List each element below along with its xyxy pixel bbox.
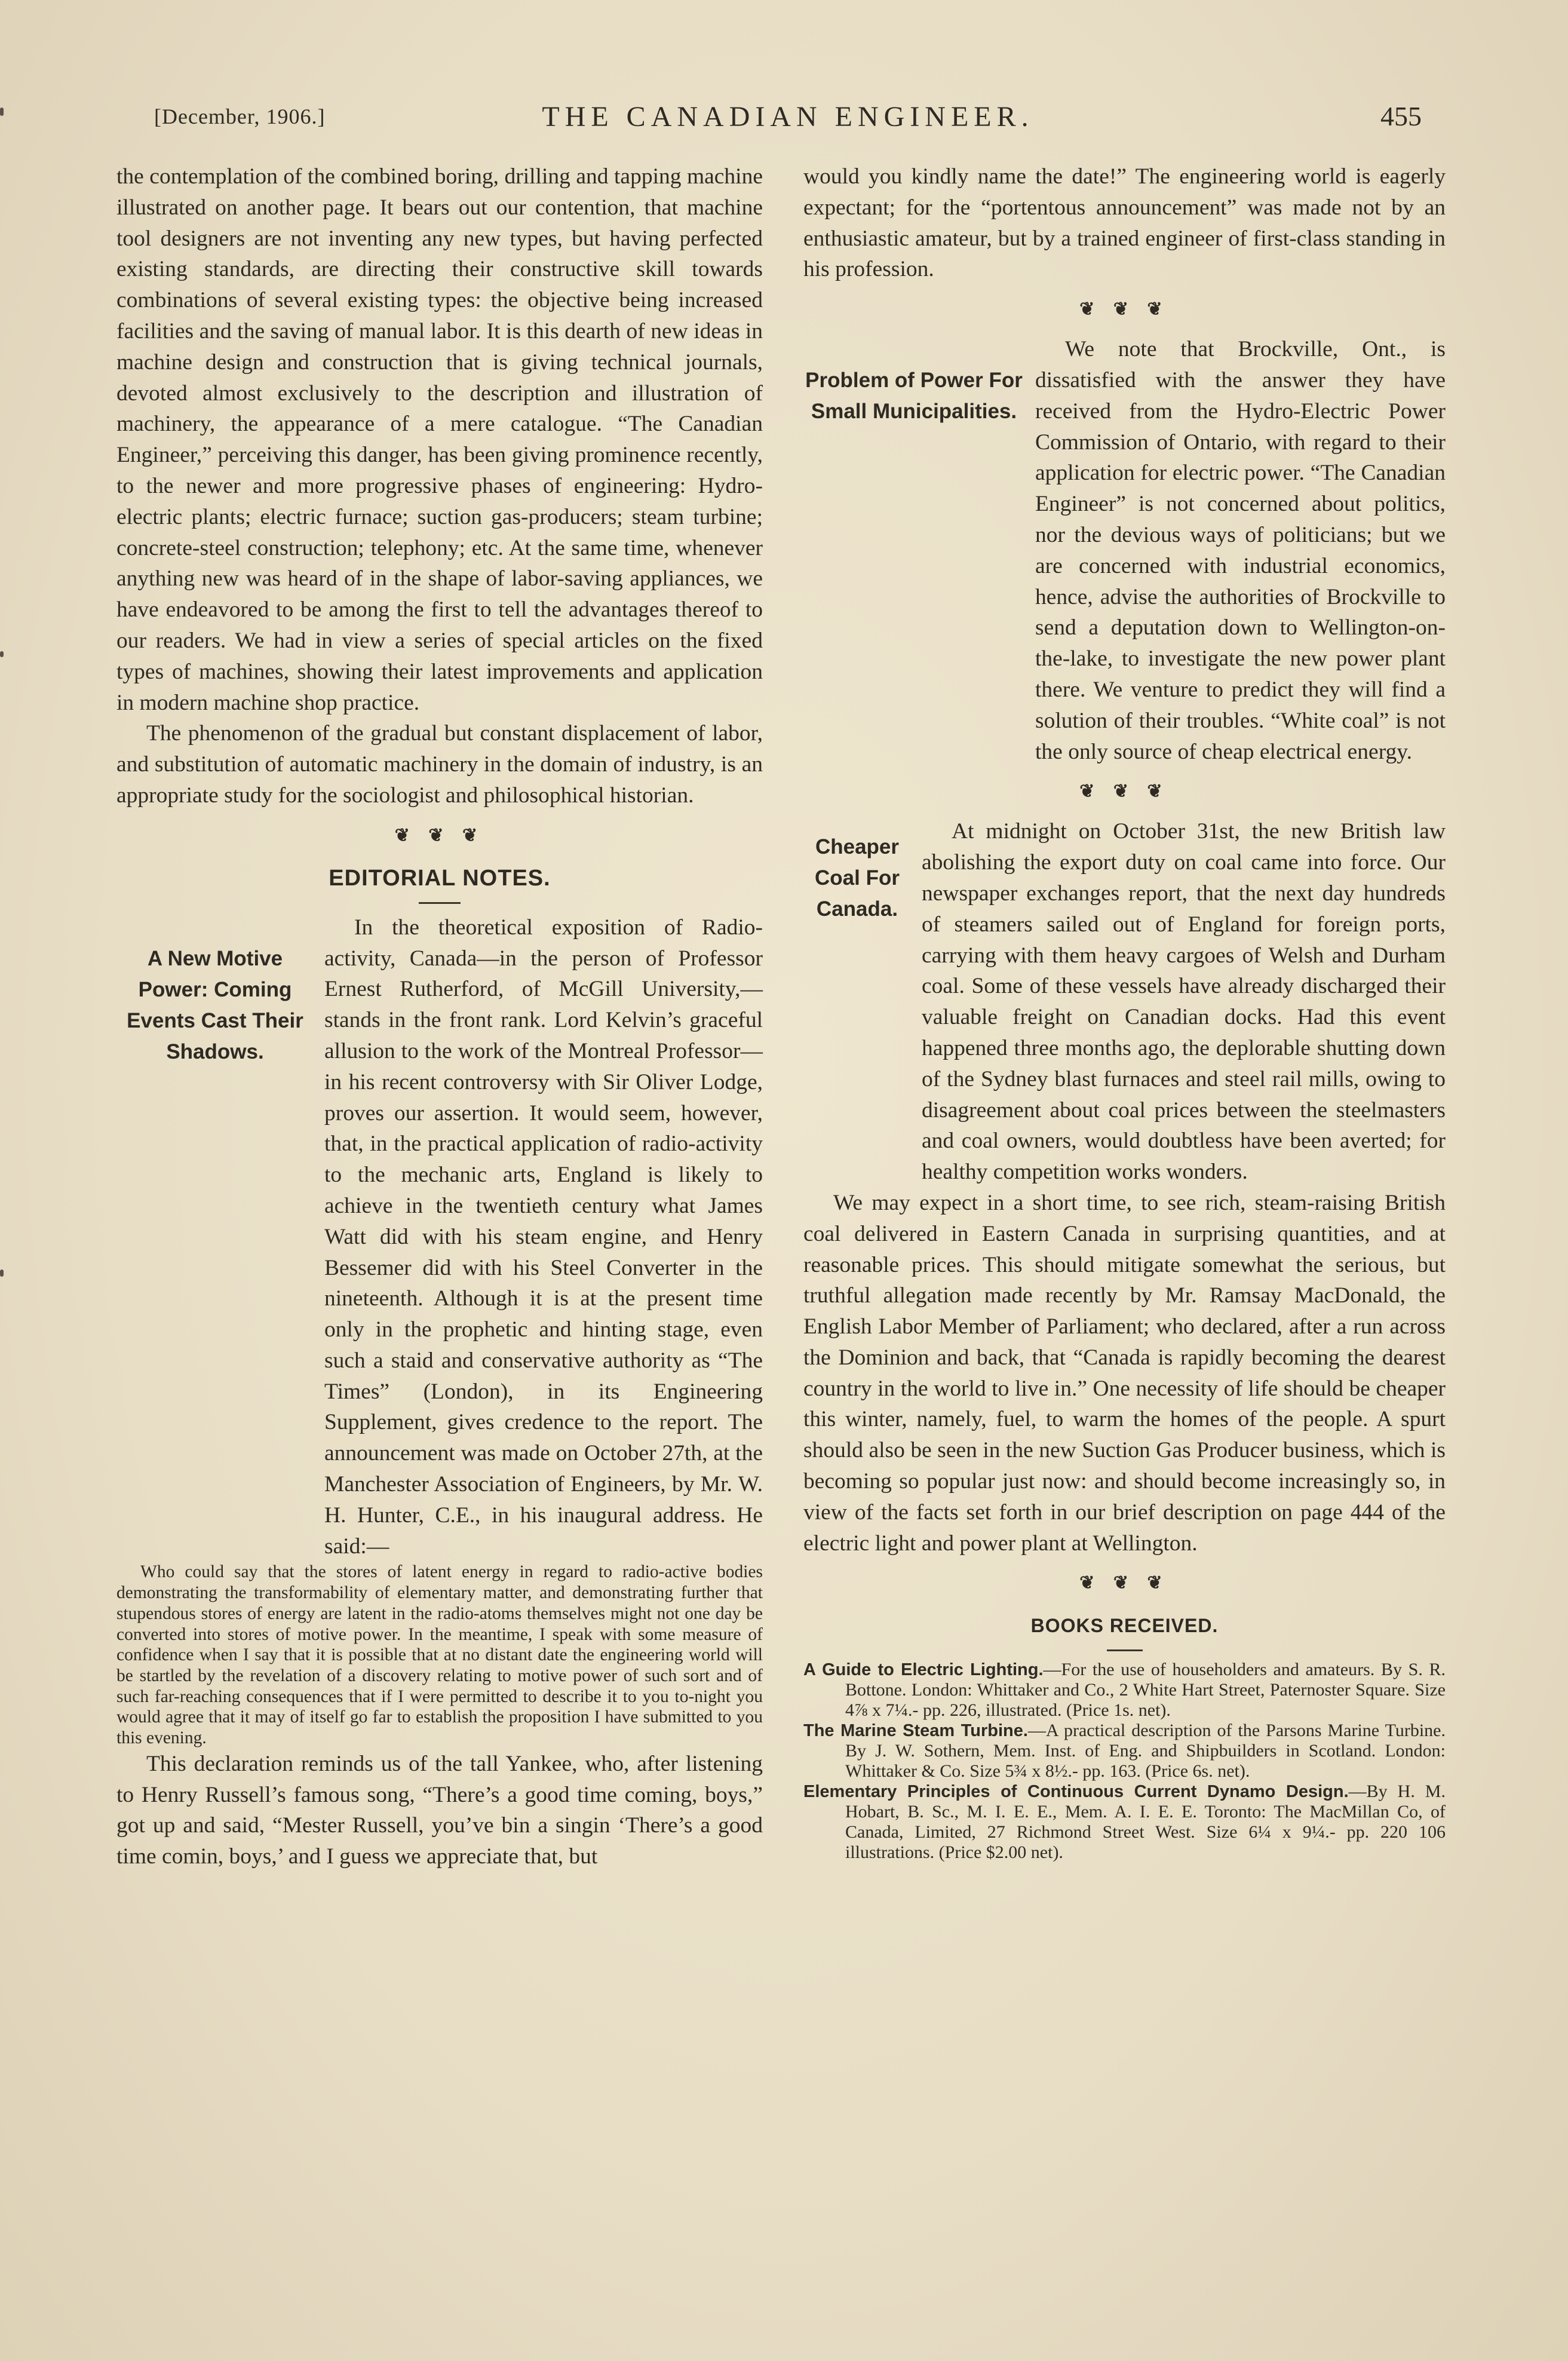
side-heading: Problem of Power For Small Municipalities.: [805, 369, 1023, 424]
cheaper-coal-article: [803, 816, 1446, 1188]
book-entry: [803, 1721, 1446, 1782]
section-separator: ❦ ❦ ❦: [394, 825, 485, 845]
book-details: —A practical description of the Parsons Marine Turbine. By J. W. Sothern, Mem. Inst. of Eng. and Shipbuilders in Scotland. London: Whittaker & Co. Size 5¾ x 8½.- pp. 163. (Price 6s. net).: [845, 1721, 1446, 1782]
book-details: —By H. M. Hobart, B. Sc., M. I. E. E., Mem. A. I. E. E. Toronto: The MacMillan Co, of Canada, Limited, 27 Richmond Street West. Size 6¼ x 9¼.- pp. 220 106 illustrations. (Price $2.00 net).: [845, 1782, 1446, 1863]
power-problem-article: [803, 334, 1446, 767]
article-paragraph: At midnight on October 31st, the new British law abolishing the export duty on coal came into force. Our newspaper exchanges report, that the next day hundreds of steamers sailed out of England for foreign ports, carrying with them heavy cargoes of Welsh and Durham coal. Some of these vessels have already discharged their valuable freight on Canadian docks. Had this event happened three months ago, the deplorable shutting down of the Sydney blast furnaces and steel rail mills, owing to disagreement about coal prices between the steelmasters and coal owners, would doubtless have been averted; for healthy competition works wonders.: [922, 819, 1446, 1185]
page-edge-mark: [0, 651, 4, 657]
article-paragraph: We note that Brockville, Ont., is dissatisfied with the answer they have received from the Hydro-Electric Power Commission of Ontario, with regard to their application for electric power. “The Canadian Engineer” is not concerned about politics, nor the devious ways of politicians; but we are concerned with industrial economics, hence, advise the authorities of Brockville to send a deputation down to Wellington-on-the-lake, to investigate the new power plant there. We venture to predict they will find a solution of their troubles. “White coal” is not the only source of cheap electrical energy.: [1035, 337, 1446, 764]
right-column: [803, 161, 1446, 1863]
running-head: [154, 96, 1422, 143]
intro-paragraph: The phenomenon of the gradual but constant displacement of labor, and substitution of automatic machinery in the domain of industry, is an appropriate study for the sociologist and philosophical historian.: [116, 721, 763, 808]
book-entry: [803, 1660, 1446, 1721]
article-body: [324, 912, 763, 1562]
left-column: [116, 161, 763, 1872]
intro-paragraph: the contemplation of the combined boring, drilling and tapping machine illustrated on another page. It bears out our contention, that machine tool designers are not inventing any new types, but having perfected existing standards, are directing their constructive skill towards combinations of several existing types: the objective being increased facilities and the saving of manual labor. It is this dearth of new ideas in machine design and construction that is giving technical journals, devoted almost exclusively to the description and illustration of machinery, the appearance of a mere catalogue. “The Canadian Engineer,” perceiving this danger, has been giving prominence recently, to the newer and more progressive phases of engineering: Hydro-electric plants; electric furnace; suction gas-producers; steam turbine; concrete-steel construction; telephony; etc. At the same time, whenever anything new was heard of in the shape of labor-saving appliances, we have endeavored to be among the first to tell the advantages thereof to our readers. We had in view a series of special articles on the fixed types of machines, showing their latest improvements and application in modern machine shop practice.: [116, 164, 763, 715]
issue-date: [December, 1906.]: [154, 105, 326, 128]
page-edge-mark: [0, 108, 4, 116]
side-heading: A New Motive Power: Coming Events Cast Their Shadows.: [127, 946, 303, 1063]
side-heading: Cheaper Coal For Canada.: [815, 835, 900, 921]
book-details: —For the use of householders and amateurs. By S. R. Bottone. London: Whittaker and Co., 2 White Hart Street, Paternoster Square. Size 4⅞ x 7¼.- pp. 226, illustrated. (Price 1s. net).: [845, 1660, 1446, 1721]
section-separator: ❦ ❦ ❦: [1079, 1573, 1170, 1593]
article-body: [922, 816, 1446, 1188]
book-entry: [803, 1782, 1446, 1863]
books-received-heading: BOOKS RECEIVED.: [1030, 1615, 1219, 1637]
heading-rule: [1107, 1649, 1143, 1651]
editorial-notes-heading: EDITORIAL NOTES.: [329, 865, 551, 891]
publication-title: THE CANADIAN ENGINEER.: [542, 101, 1034, 133]
article-paragraph: In the theoretical exposition of Radio-activity, Canada—in the person of Professor Ernest Rutherford, of McGill University,—stands in the front rank. Lord Kelvin’s graceful allusion to the work of the Montreal Professor—in his recent controversy with Sir Oliver Lodge, proves our assertion. It would seem, however, that, in the practical application of radio-activity to the mechanic arts, England is likely to achieve in the twentieth century what James Watt did with his steam engine, and Henry Bessemer did with his Steel Converter in the nineteenth. Although it is at the present time only in the prophetic and hinting stage, even such a staid and conservative authority as “The Times” (London), in its Engineering Supplement, gives credence to the report. The announcement was made on October 27th, at the Manchester Association of Engineers, by Mr. W. H. Hunter, C.E., in his inaugural address. He said:—: [324, 915, 763, 1559]
heading-rule: [419, 902, 461, 904]
books-list: [803, 1660, 1446, 1863]
continued-paragraph: would you kindly name the date!” The engineering world is eagerly expectant; for the “portentous announcement” was made not by an enthusiastic amateur, but by a trained engineer of first-class standing in his profession.: [803, 164, 1446, 282]
section-separator: ❦ ❦ ❦: [1079, 299, 1170, 320]
block-quote: Who could say that the stores of latent energy in regard to radio-active bodies demonstrating the transformability of elementary matter, and demonstrating further that stupendous stores of energy are latent in the radio-atoms themselves might not one day be converted into stores of motive power. In the meantime, I speak with some measure of confidence when I say that it is possible that at no distant date the engineering world will be startled by the revelation of a discovery relating to motive power of such sort and of such far-reaching consequences that if I were permitted to describe it to you to-night you would agree that it may of itself go far to establish the proposition I have submitted to you this evening.: [116, 1562, 763, 1748]
section-separator: ❦ ❦ ❦: [1079, 781, 1170, 802]
article-paragraph: We may expect in a short time, to see rich, steam-raising British coal delivered in Eastern Canada in surprising quantities, and at reasonable prices. This should mitigate somewhat the serious, but truthful allegation made recently by Mr. Ramsay MacDonald, the English Labor Member of Parliament; who declared, after a run across the Dominion and back, that “Canada is rapidly becoming the dearest country in the world to live in.” One necessity of life should be cheaper this winter, namely, fuel, to warm the homes of the people. A spurt should also be seen in the new Suction Gas Producer business, which is becoming so popular just now: and should become increasingly so, in view of the facts set forth in our brief description on page 444 of the electric light and power plant at Wellington.: [803, 1190, 1446, 1556]
book-title: Elementary Principles of Continuous Current Dynamo Design.: [803, 1782, 1349, 1802]
page-edge-mark: [0, 1270, 4, 1277]
book-title: The Marine Steam Turbine.: [803, 1721, 1028, 1741]
motive-power-article: [116, 912, 763, 1562]
page-number: 455: [1380, 101, 1422, 131]
article-body: [1035, 334, 1446, 767]
book-title: A Guide to Electric Lighting.: [803, 1660, 1044, 1680]
article-paragraph: This declaration reminds us of the tall Yankee, who, after listening to Henry Russell’s famous song, “There’s a good time coming, boys,” got up and said, “Mester Russell, you’ve bin a singin ‘There’s a good time comin, boys,’ and I guess we appreciate that, but: [116, 1751, 763, 1869]
